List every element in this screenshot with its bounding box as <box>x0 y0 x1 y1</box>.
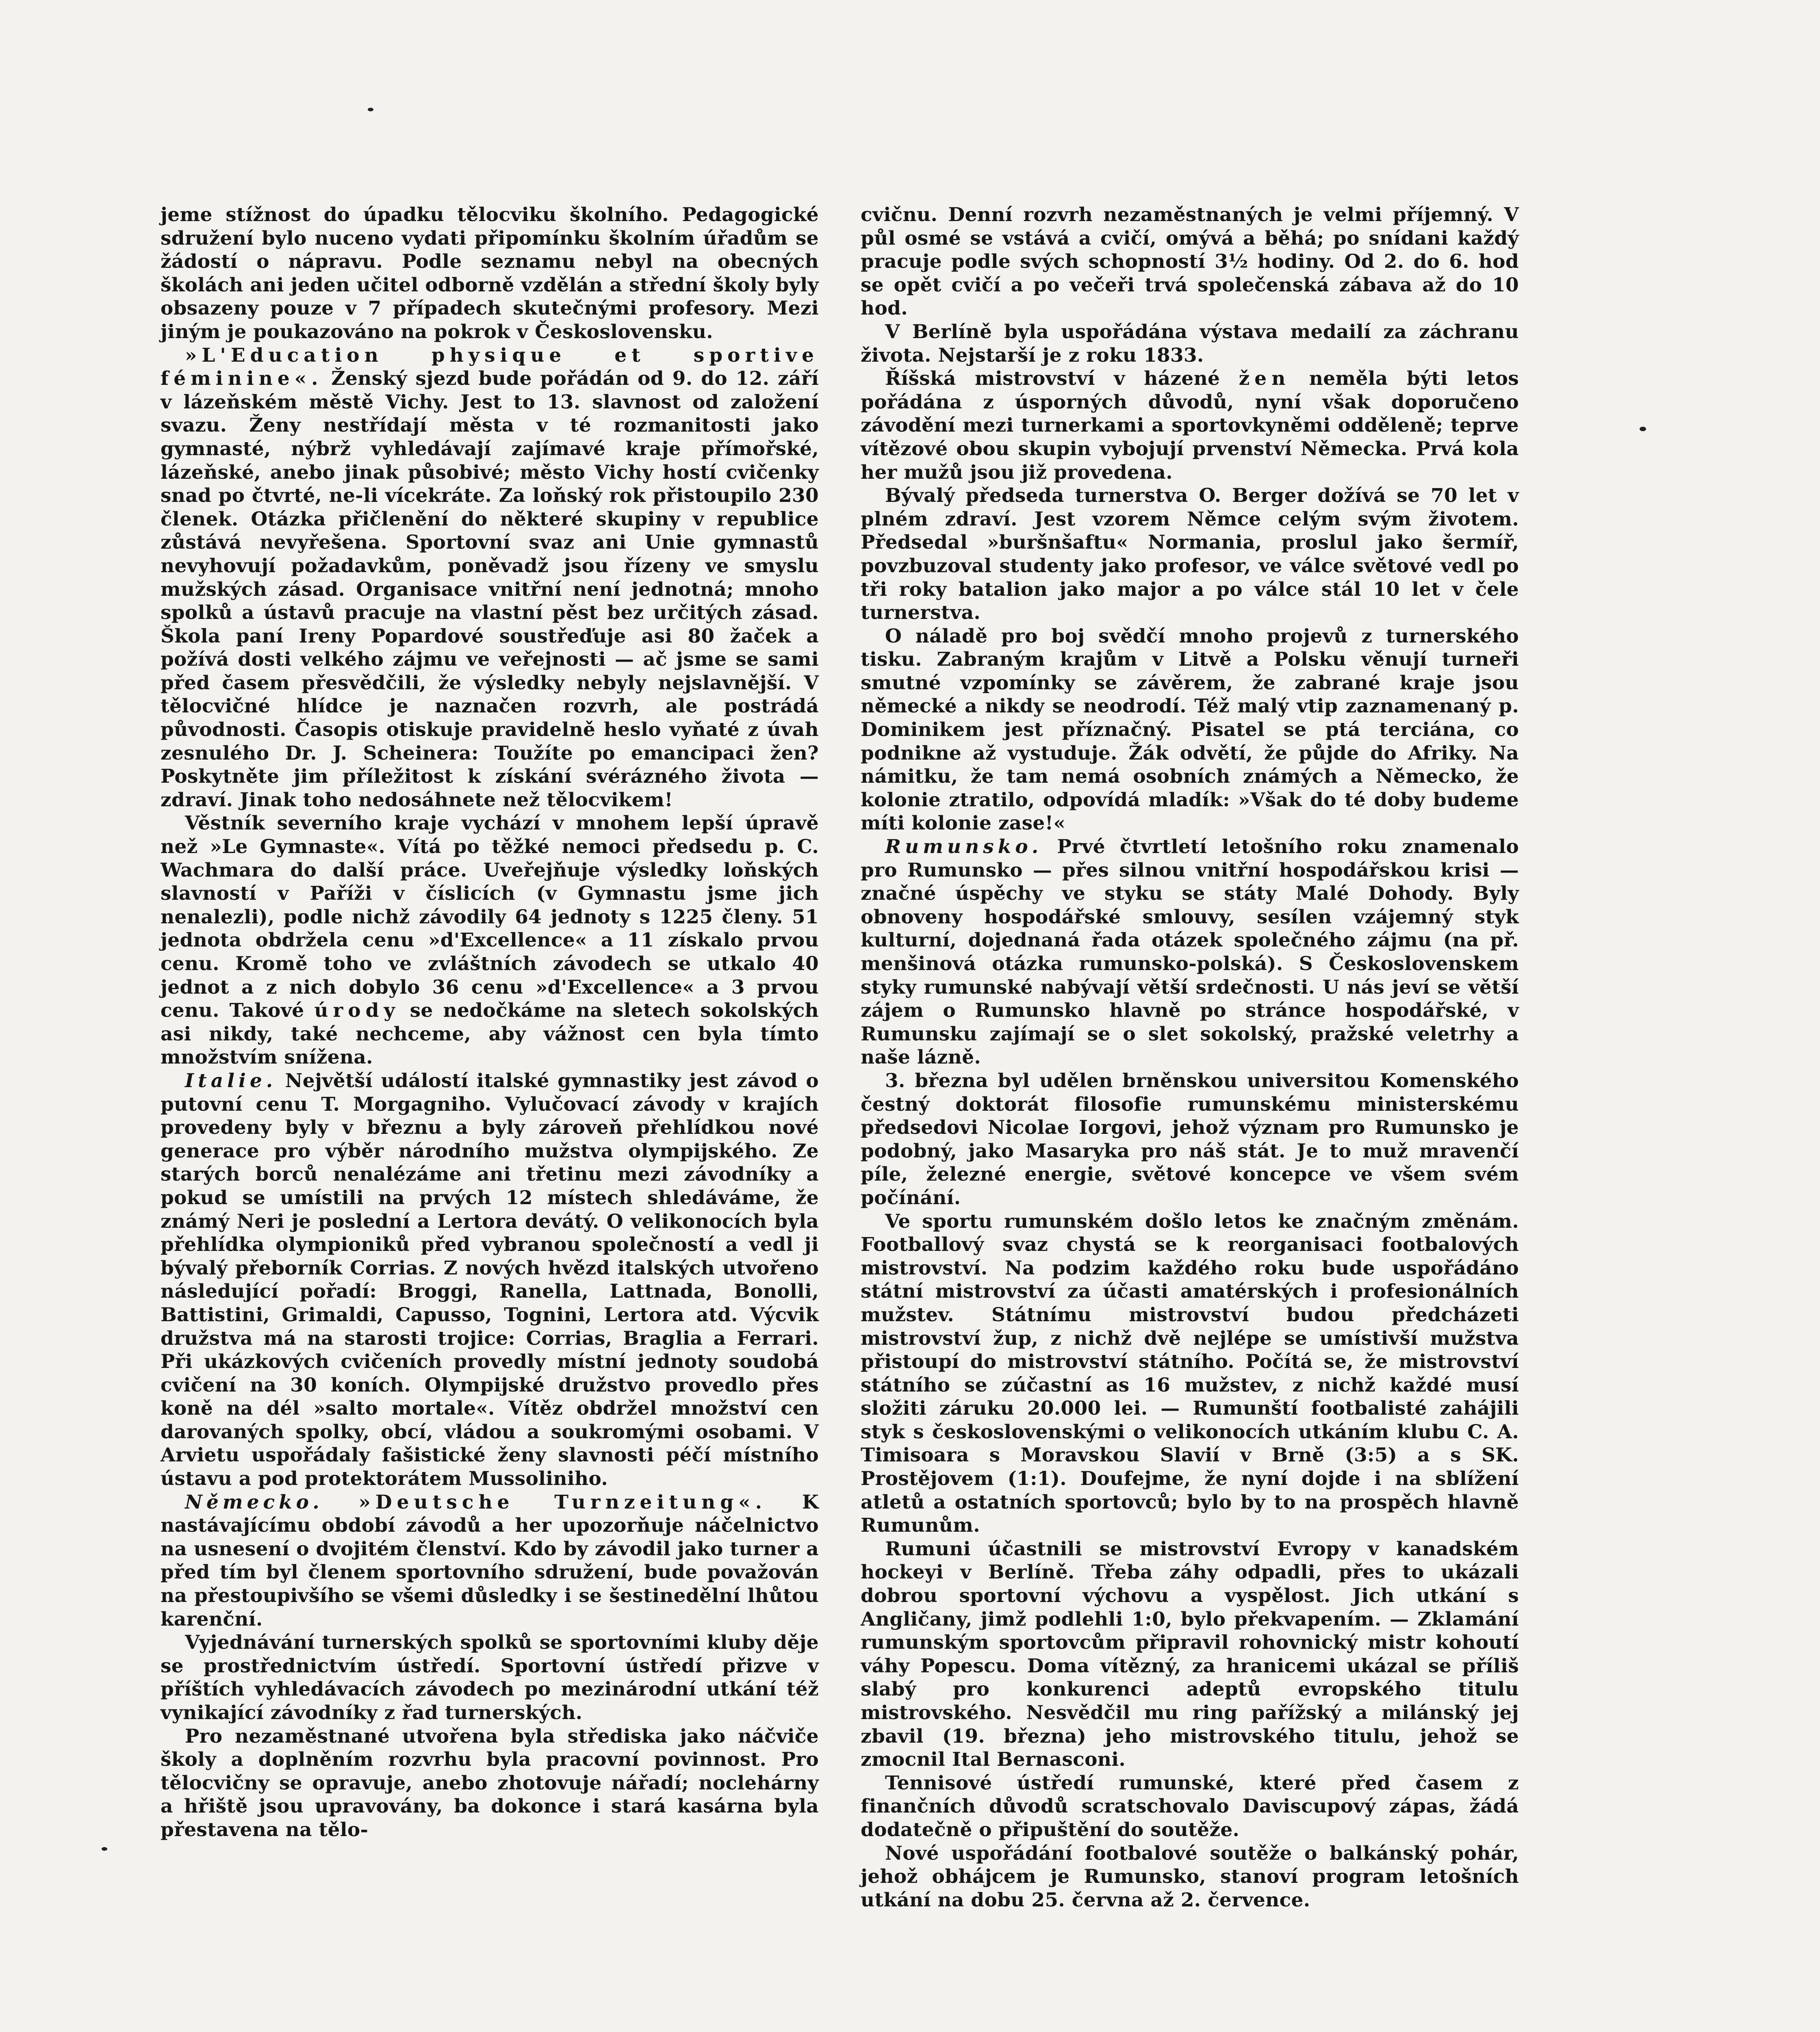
paragraph: Bývalý předseda turnerstva O. Berger dožívá se 70 let v plném zdraví. Jest vzorem Němce celým svým životem. Předsedal »buršnšaftu« Normania, proslul jako šermíř, povzbuzoval studenty jako profesor, ve válce světové vedl po tři roky batalion jako major a po válce stál 10 let v čele turnerstva. <box>861 484 1519 624</box>
paragraph-text: Ženský sjezd bude pořádán od 9. do 12. září v lázeňském městě Vichy. Jest to 13. slavnost od založení svazu. Ženy nestřídají města v té rozmanitosti jako gymnasté, nýbrž vyhledávají zajímavé kraje přímořské, lázeňské, anebo jinak působivé; město Vichy hostí cvičenky snad po čtvrté, ne-li vícekráte. Za loňský rok přistoupilo 230 členek. Otázka přičlenění do některé skupiny v republice zůstává nevyřešena. Sportovní svaz ani Unie gymnastů nevyhovují požadavkům, poněvadž jsou řízeny ve smyslu mužských zásad. Organisace vnitřní není jednotná; mnoho spolků a ústavů pracuje na vlastní pěst bez určitých zásad. Škola paní Ireny Popardové soustřeďuje asi 80 žaček a požívá dosti velkého zájmu ve veřejnosti — ač jsme se sami před časem přesvědčili, že výsledky nebyly nejslavnější. V tělocvičné hlídce je naznačen rozvrh, ale postrádá původnosti. Časopis otiskuje pravidelně heslo vyňaté z úvah zesnulého Dr. J. Scheinera: Toužíte po emancipaci žen? Poskytněte jim příležitost k získání svérázného života — zdraví. Jinak toho nedosáhnete než tělocvikem! <box>161 367 819 811</box>
paragraph <box>161 812 819 1069</box>
right-column <box>861 203 1519 1912</box>
paragraph <box>861 835 1519 1069</box>
emphasized-word: úrody <box>314 999 400 1022</box>
paragraph: 3. března byl udělen brněnskou universitou Komenského čestný doktorát filosofie rumunskému ministerskému předsedovi Nicolae Iorgovi, jehož význam pro Rumunsko je podobný, jako Masaryka pro náš stát. Je to muž mravenčí píle, železné energie, světové koncepce ve všem svém počínání. <box>861 1069 1519 1209</box>
paragraph-text: Prvé čtvrtletí letošního roku znamenalo pro Rumunsko — přes silnou vnitřní hospodářskou krisi — značné úspěchy ve styku se státy Malé Dohody. Byly obnoveny hospodářské smlouvy, sesílen vzájemný styk kulturní, dojednaná řada otázek společného zájmu (na př. menšinová otázka rumunsko-polská). S Československem styky rumunské nabývají větší srdečnosti. U nás jeví se větší zájem o Rumunsko hlavně po stránce hospodářské, v Rumunsku zajímají se o slet sokolský, pražské veletrhy a naše lázně. <box>861 836 1519 1069</box>
country-heading-italie: Italie. <box>185 1069 277 1092</box>
paragraph: Vyjednávání turnerských spolků se sportovními kluby děje se prostřednictvím ústředí. Sportovní ústředí přizve v příštích vyhledávacích závodech po mezinárodní utkání též vynikající závodníky z řad turnerských. <box>161 1631 819 1724</box>
journal-title: »Deutsche Turnzeitung«. <box>358 1491 767 1513</box>
paragraph <box>161 1069 819 1491</box>
paragraph-text: Věstník severního kraje vychází v mnohem lepší úpravě než »Le Gymnaste«. Vítá po těžké nemoci předsedu p. C. Wachmara do další práce. Uveřejňuje výsledky loňských slavností v Paříži v číslicích (v Gymnastu jsme jich nenalezli), podle nichž závodily 64 jednoty s 1225 členy. 51 jednota obdržela cenu »d'Excellence« a 11 získalo prvou cenu. Kromě toho ve zvláštních závodech se utkalo 40 jednot a z nich dobylo 36 cenu »d'Excellence« a 3 prvou cenu. Takové <box>161 812 819 1022</box>
paragraph: jeme stížnost do úpadku tělocviku školního. Pedagogické sdružení bylo nuceno vydati připomínku školním úřadům se žádostí o nápravu. Podle seznamu nebyl na obecných školách ani jeden učitel odborně vzdělán a střední školy byly obsazeny pouze v 7 případech skutečnými profesory. Mezi jiným je poukazováno na pokrok v Československu. <box>161 204 819 343</box>
paragraph: cvičnu. Denní rozvrh nezaměstnaných je velmi příjemný. V půl osmé se vstává a cvičí, omývá a běhá; po snídani každý pracuje podle svých schopností 3½ hodiny. Od 2. do 6. hod se opět cvičí a po večeři trvá společenská zábava až do 10 hod. <box>861 204 1519 320</box>
paragraph: Tennisové ústředí rumunské, které před časem z finančních důvodů scratschovalo Daviscupový zápas, žádá dodatečně o připuštění do soutěže. <box>861 1771 1519 1841</box>
paragraph: O náladě pro boj svědčí mnoho projevů z turnerského tisku. Zabraným krajům v Litvě a Polsku věnují turneři smutné vzpomínky se závěrem, že zabrané kraje jsou německé a nikdy se neodrodí. Též malý vtip zaznamenaný p. Dominikem jest příznačný. Pisatel se ptá terciána, co podnikne až vystuduje. Žák odvětí, že půjde do Afriky. Na námitku, že tam nemá osobních známých a Německo, že kolonie ztratilo, odpovídá mladík: »Však do té doby budeme míti kolonie zase!« <box>861 625 1519 835</box>
scan-speck <box>102 1847 107 1851</box>
paragraph <box>861 367 1519 484</box>
paragraph-text: K nastávajícímu období závodů a her upozorňuje náčelnictvo na usnesení o dvojitém členství. Kdo by závodil jako turner a před tím byl členem sportovního sdružení, bude považován na přestoupivšího se všemi důsledky i se šestinedělní lhůtou karenční. <box>161 1491 819 1630</box>
scan-speck <box>368 108 373 111</box>
journal-title: »L'Education physique et sportive féminine«. <box>161 344 819 390</box>
paragraph <box>161 1491 819 1631</box>
country-heading-nemecko: Německo. <box>185 1491 323 1513</box>
left-column <box>161 203 819 1842</box>
paragraph: Pro nezaměstnané utvořena byla střediska jako náčviče školy a doplněním rozvrhu byla pracovní povinnost. Pro tělocvičny se opravuje, anebo zhotovuje nářadí; noclehárny a hřiště jsou upravovány, ba dokonce i stará kasárna byla přestavena na tělo- <box>161 1725 819 1841</box>
paragraph-text: neměla býti letos pořádána z úsporných důvodů, nyní však doporučeno závodění mezi turnerkami a sportovkyněmi odděleně; teprve vítězové obou skupin vybojují prvenství Německa. Prvá kola her mužů jsou již provedena. <box>861 367 1519 484</box>
country-heading-rumunsko: Rumunsko. <box>885 836 1043 858</box>
paragraph: Ve sportu rumunském došlo letos ke značným změnám. Footballový svaz chystá se k reorganisaci footbalových mistrovství. Na podzim každého roku bude uspořádáno státní mistrovství za účasti amatérských i profesionálních mužstev. Státnímu mistrovství budou předcházeti mistrovství žup, z nichž dvě nejlépe se umístivší mužstva přistoupí do mistrovství státního. Počítá se, že mistrovství státního se zúčastní as 16 mužstev, z nichž každé musí složiti záruku 20.000 lei. — Rumunští footbalisté zahájili styk s československými o velikonocích utkáním klubu C. A. Timisoara s Moravskou Slavií v Brně (3:5) a s SK. Prostějovem (1:1). Doufejme, že nyní dojde i na sblížení atletů a ostatních sportovců; bylo by to na prospěch hlavně Rumunům. <box>861 1210 1519 1537</box>
paragraph: V Berlíně byla uspořádána výstava medailí za záchranu života. Nejstarší je z roku 1833. <box>861 320 1519 367</box>
scan-speck <box>1640 427 1646 431</box>
paragraph-text: Největší událostí italské gymnastiky jest závod o putovní cenu T. Morgagniho. Vylučovací závody v krajích provedeny byly v březnu a byly zároveň přehlídkou nové generace pro výběr národního mužstva olympijského. Ze starých borců nenalézáme ani třetinu mezi závodníky a pokud se umístili na prvých 12 místech shledáváme, že známý Neri je poslední a Lertora devátý. O velikonocích byla přehlídka olympioniků před vybranou společností a vedl ji bývalý přeborník Corrias. Z nových hvězd italských utvořeno následující pořadí: Broggi, Ranella, Lattnada, Bonolli, Battistini, Grimaldi, Capusso, Tognini, Lertora atd. Výcvik družstva má na starosti trojice: Corrias, Braglia a Ferrari. Při ukázkových cvičeních provedly místní jednoty soudobá cvičení na 30 koních. Olympijské družstvo provedlo přes koně na dél »salto mortale«. Vítěz obdržel množství cen darovaných spolky, obcí, vládou a soukromými osobami. V Arvietu uspořádaly fašistické ženy slavnosti péčí místního ústavu a pod protektorátem Mussoliniho. <box>161 1069 819 1490</box>
paragraph-text: Říšská mistrovství v házené <box>885 367 1220 390</box>
paragraph: Rumuni účastnili se mistrovství Evropy v kanadském hockeyi v Berlíně. Třeba záhy odpadli, přes to ukázali dobrou sportovní výchovu a vyspělost. Jich utkání s Angličany, jimž podlehli 1:0, bylo překvapením. — Zklamání rumunským sportovcům připravil rohovnický mistr kohoutí váhy Popescu. Doma vítězný, za hranicemi ukázal se příliš slabý pro konkurenci adeptů evropského titulu mistrovského. Nesvědčil mu ring pařížský a milánský jej zbavil (19. března) jeho mistrovského titulu, jehož se zmocnil Ital Bernasconi. <box>861 1537 1519 1771</box>
emphasized-word: žen <box>1239 367 1291 390</box>
paragraph: Nové uspořádání footbalové soutěže o balkánský pohár, jehož obhájcem je Rumunsko, stanoví program letošních utkání na dobu 25. června až 2. července. <box>861 1842 1519 1911</box>
paragraph-text: se nedočkáme na sletech sokolských asi nikdy, také nechceme, aby vážnost cen byla tímto množstvím snížena. <box>161 999 819 1069</box>
paragraph <box>161 344 819 812</box>
